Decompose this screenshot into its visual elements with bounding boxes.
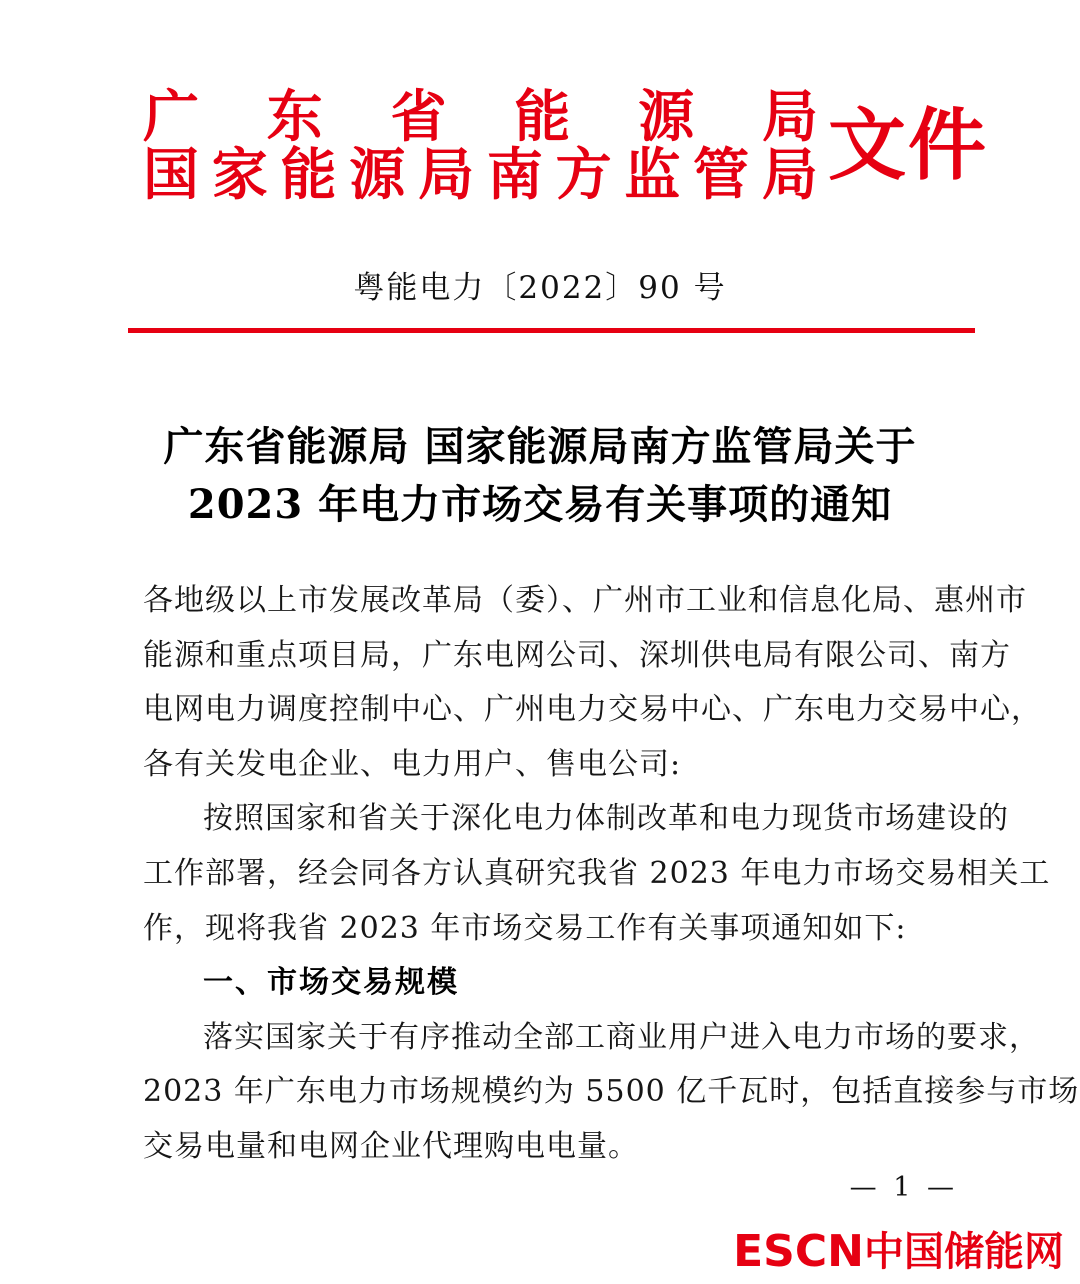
escn-logo (733, 1226, 1064, 1277)
body-line: 落实国家关于有序推动全部工商业用户进入电力市场的要求， (203, 1019, 1040, 1055)
body-line: 作，现将我省 2023 年市场交易工作有关事项通知如下: (143, 910, 907, 946)
agency-line-2: 国 家 能 源 局 南 方 监 管 局 (143, 142, 818, 208)
agency-names (143, 84, 818, 208)
body-line: 电网电力调度控制中心、广州电力交易中心、广东电力交易中心， (143, 692, 1042, 728)
doc-number: 粤能电力〔2022〕90 号 (353, 270, 727, 306)
red-divider-rule (128, 328, 975, 333)
letterhead (143, 84, 988, 208)
doc-type-label: 文件 (827, 100, 988, 191)
body-line: 2023 年广东电力市场规模约为 5500 亿千瓦时，包括直接参与市场 (143, 1074, 1080, 1110)
body-line: 交易电量和电网企业代理购电电量。 (143, 1128, 639, 1164)
body-line: 能源和重点项目局，广东电网公司、深圳供电局有限公司、南方 (143, 637, 1011, 673)
body-line: 按照国家和省关于深化电力体制改革和电力现货市场建设的 (203, 801, 1009, 837)
doc-title-line-1: 广东省能源局 国家能源局南方监管局关于 (163, 423, 917, 470)
body-line: 各有关发电企业、电力用户、售电公司: (143, 746, 682, 782)
section-heading: 一、市场交易规模 (203, 965, 459, 1001)
body-line: 各地级以上市发展改革局（委）、广州市工业和信息化局、惠州市 (143, 583, 1027, 618)
doc-title (90, 418, 990, 534)
escn-logo-en: ESCN (733, 1226, 864, 1277)
body-line: 工作部署，经会同各方认真研究我省 2023 年电力市场交易相关工 (143, 855, 1051, 891)
escn-logo-cn: 中国储能网 (864, 1229, 1064, 1275)
doc-title-line-2: 2023 年电力市场交易有关事项的通知 (187, 481, 893, 528)
body-text (143, 574, 1080, 1175)
agency-line-1: 广 东 省 能 源 局 (143, 84, 818, 150)
page-number: — 1 — (849, 1172, 958, 1203)
